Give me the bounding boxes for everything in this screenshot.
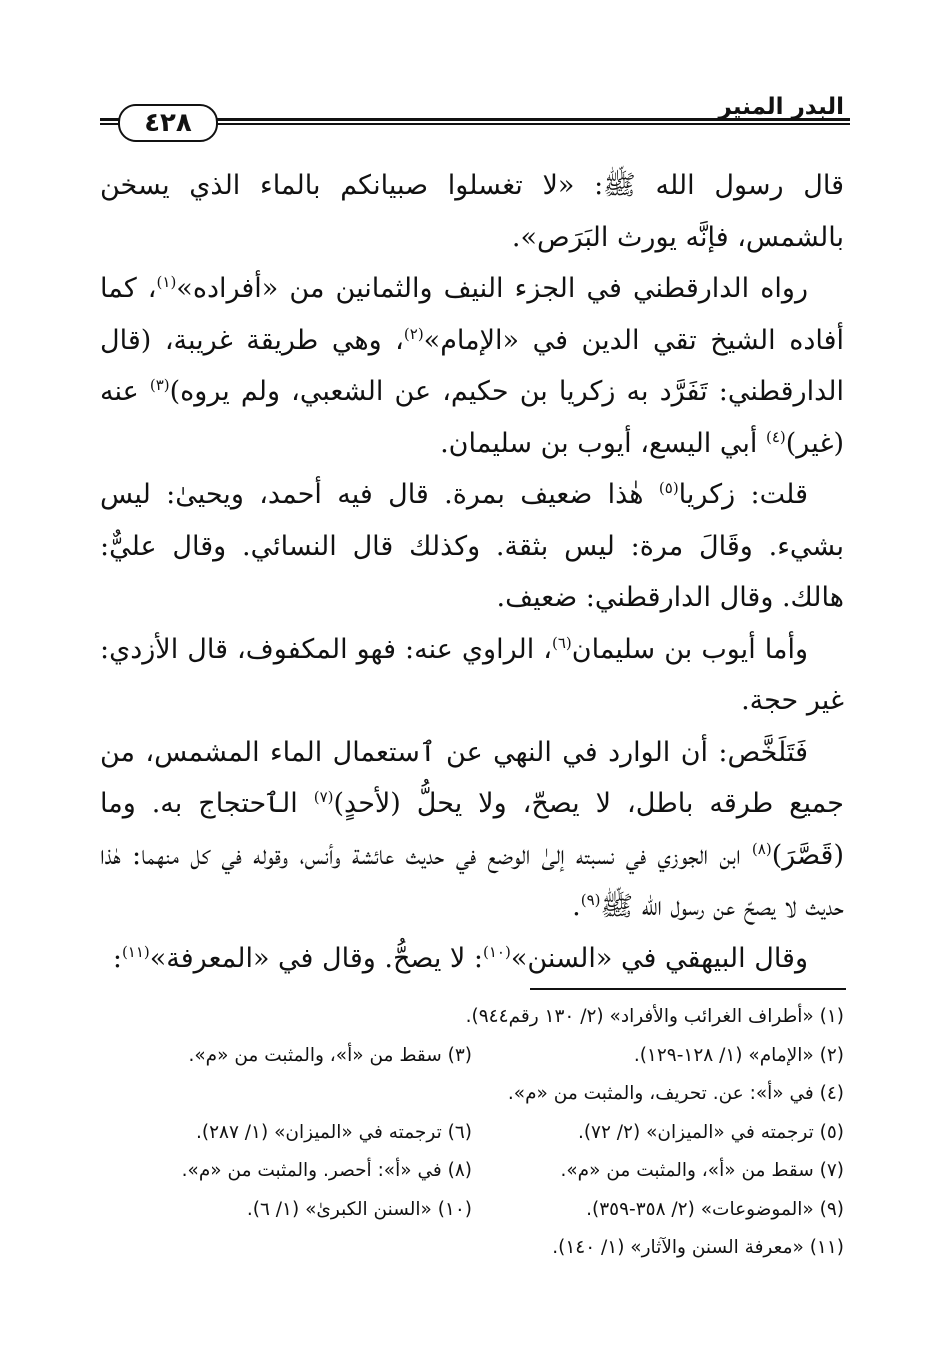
page-number-frame <box>118 104 218 142</box>
paragraph <box>100 263 844 469</box>
footnote-text: ترجمته في «الميزان» (١/ ٢٨٧). <box>196 1121 442 1143</box>
footnote-text: «الإمام» (١/ ١٢٨-١٢٩). <box>633 1044 814 1066</box>
main-text <box>100 160 844 984</box>
footnote-number: (١) <box>819 1006 844 1027</box>
paragraph <box>100 160 844 263</box>
footnote <box>100 998 844 1037</box>
paragraph-text: هٰذا ضعيف بمرة. قال فيه أحمد، ويحيىٰ: ليس بشيء. وقَالَ مرة: ليس بثقة. وكذلك قال النسائي. وقال عليٌّ: هالك. وقال الدارقطني: ضعيف. <box>100 479 844 613</box>
footnote-text: «معرفة السنن والآثار» (١/ ١٤٠). <box>552 1237 804 1258</box>
footnote-row <box>100 1037 844 1076</box>
paragraph-text: عنه (غير) <box>100 376 844 459</box>
footnote <box>100 1152 472 1191</box>
footnote-separator <box>530 988 846 990</box>
running-title: البدر المنير <box>718 94 844 120</box>
paragraph-text: الٱحتجاج به. وما (قَصَّرَ) <box>100 788 844 871</box>
footnote <box>100 1075 844 1114</box>
footnote <box>472 1114 844 1153</box>
footnote-text: في «أ»: عن. تحريف، والمثبت من «م». <box>507 1083 814 1104</box>
footnote-ref[interactable]: (٧) <box>313 788 334 806</box>
footnote-text: في «أ»: أحصر. والمثبت من «م». <box>181 1160 442 1181</box>
footnote-number: (٨) <box>447 1160 472 1181</box>
footnotes <box>100 998 844 1268</box>
paragraph-text: ، الراوي عنه: فهو المكفوف، قال الأزدي: غير حجة. <box>100 633 844 716</box>
paragraph-text: وقال البيهقي في «السنن» <box>510 942 808 974</box>
footnote-number: (١١) <box>809 1237 844 1258</box>
header-rule <box>160 123 850 125</box>
footnote <box>472 1152 844 1191</box>
paragraph-text: : <box>112 942 122 974</box>
footnote-text: سقط من «أ»، والمثبت من «م». <box>560 1160 814 1181</box>
paragraph-text: : لا يصحُّ. وقال في «المعرفة» <box>149 942 484 974</box>
footnote-ref[interactable]: (٤) <box>765 427 786 446</box>
footnote-text: «أطراف الغرائب والأفراد» (٢/ ١٣٠ رقم٩٤٤). <box>465 1006 814 1027</box>
footnote-number: (٩) <box>819 1198 844 1220</box>
footnote-row <box>100 1229 844 1268</box>
page-number: ٤٢٨ <box>144 108 192 138</box>
footnote-ref[interactable]: (٦) <box>551 633 572 652</box>
paragraph-text: أبي اليسع، أيوب بن سليمان. <box>440 427 766 459</box>
footnote-ref[interactable]: (٥) <box>658 479 679 497</box>
footnote-row <box>100 998 844 1037</box>
footnote <box>472 1191 844 1230</box>
paragraph-text: . <box>572 891 581 922</box>
footnote-text: «الموضوعات» (٢/ ٣٥٨-٣٥٩). <box>586 1198 814 1220</box>
paragraph-text: ابن الجوزي في نسبته إلىٰ الوضع في حديث عائشة وأنس، وقوله في كل منهما: هٰذا حديث لا يصحّ عن رسول الله ﷺ <box>100 839 844 922</box>
footnote-row <box>100 1152 844 1191</box>
footnote-ref[interactable]: (١) <box>156 273 177 291</box>
footnote <box>100 1114 472 1153</box>
footnote-number: (٥) <box>819 1121 844 1143</box>
paragraph <box>100 469 844 624</box>
footnote-ref[interactable]: (٢) <box>403 324 424 343</box>
footnote-ref[interactable]: (٣) <box>149 376 170 394</box>
footnote-row <box>100 1191 844 1230</box>
footnote <box>100 1191 472 1230</box>
footnote-text: «السنن الكبرىٰ» (١/ ٦). <box>246 1198 432 1220</box>
paragraph <box>100 933 844 985</box>
paragraph-text: ، وهي طريقة غريبة، (قال الدارقطني: تَفَرَّد به زكريا بن حكيم، عن الشعبي، ولم يروه) <box>100 324 844 407</box>
paragraph <box>100 727 844 933</box>
footnote-number: (٦) <box>447 1121 472 1143</box>
footnote-number: (٢) <box>819 1044 844 1066</box>
footnote-text: ترجمته في «الميزان» (٢/ ٧٢). <box>577 1121 814 1143</box>
paragraph-text: قال رسول الله ﷺ: «لا تغسلوا صبيانكم بالماء الذي يسخن بالشمس، فإنَّه يورث البَرَص». <box>100 170 844 253</box>
page-header <box>100 92 850 144</box>
paragraph-text: وأما أيوب بن سليمان <box>571 633 808 665</box>
footnote <box>100 1037 472 1076</box>
footnote-number: (٧) <box>819 1160 844 1181</box>
footnote-number: (٤) <box>819 1083 844 1104</box>
paragraph-text: ، كما أفاده الشيخ تقي الدين في «الإمام» <box>100 273 845 356</box>
footnote-number: (٣) <box>447 1044 472 1066</box>
footnote-ref[interactable]: (١١) <box>121 942 150 961</box>
paragraph <box>100 624 844 727</box>
footnote <box>472 1037 844 1076</box>
footnote <box>100 1229 844 1268</box>
paragraph-text: قلت: زكريا <box>678 479 808 510</box>
footnote-text: سقط من «أ»، والمثبت من «م». <box>188 1044 442 1066</box>
footnote-row <box>100 1114 844 1153</box>
footnote-ref[interactable]: (٩) <box>580 891 601 909</box>
footnote-number: (١٠) <box>437 1198 472 1220</box>
paragraph-text: فَتَلَخَّص: أن الوارد في النهي عن ٱستعمال الماء المشمس، من جميع طرقه باطل، لا يصحّ، ولا يحلُّ (لأحدٍ) <box>100 736 844 819</box>
footnote-row <box>100 1075 844 1114</box>
footnote-ref[interactable]: (٨) <box>751 839 772 858</box>
paragraph-text: رواه الدارقطني في الجزء النيف والثمانين من «أفراده» <box>176 273 808 304</box>
footnote-ref[interactable]: (١٠) <box>483 942 511 961</box>
